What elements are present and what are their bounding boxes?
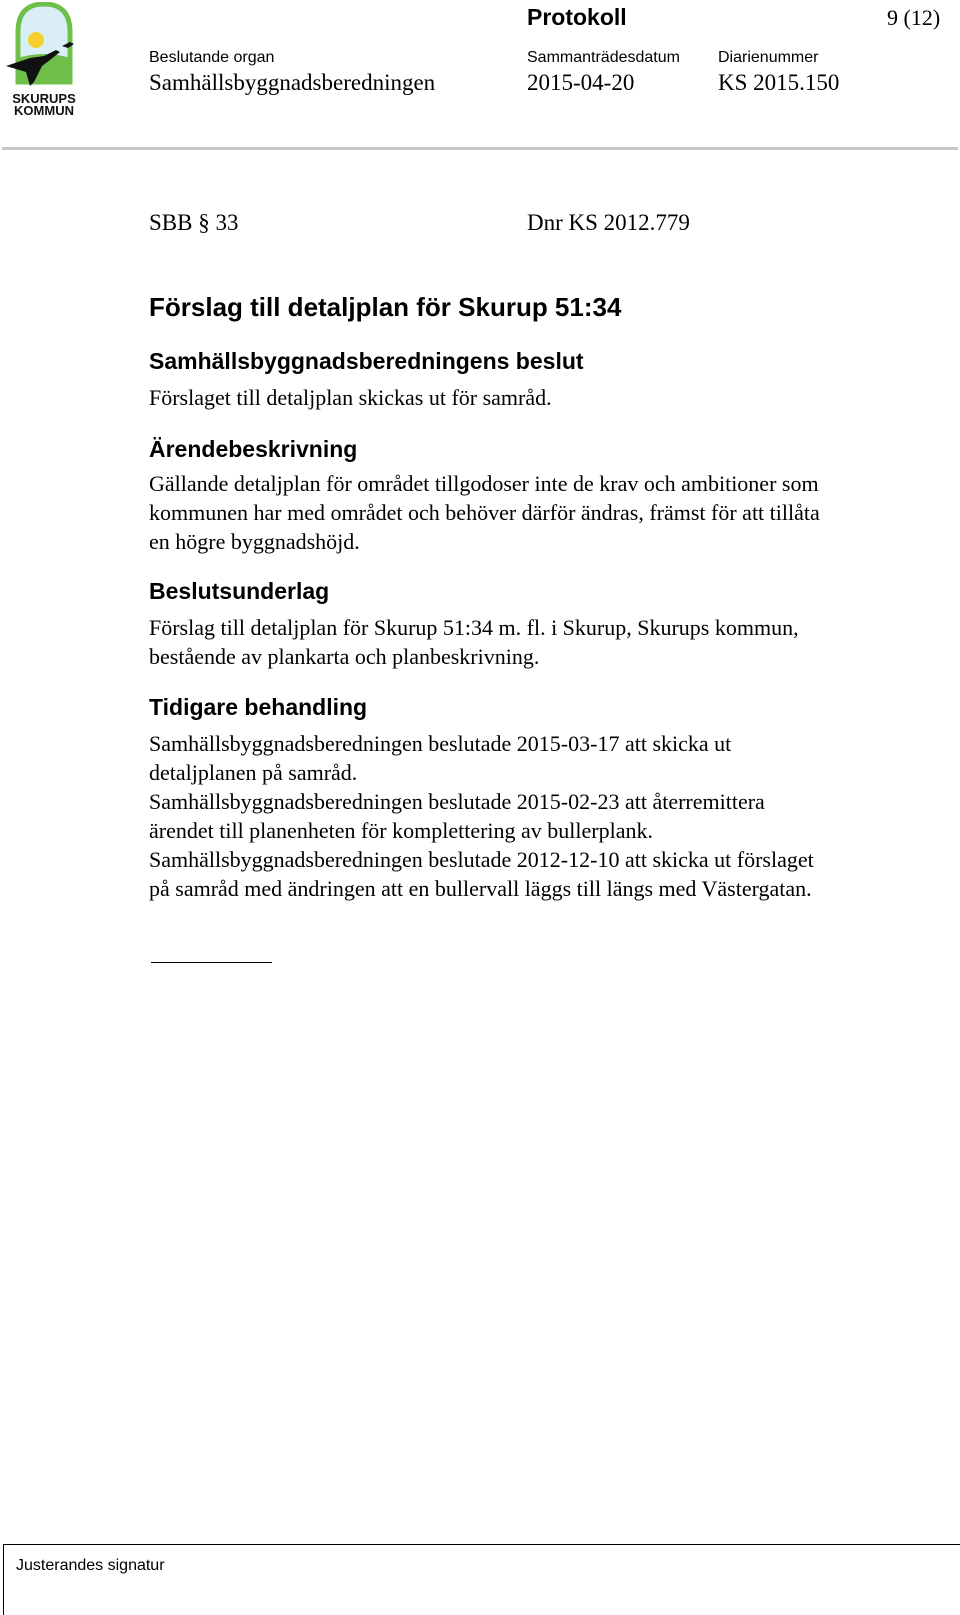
page-title: Förslag till detaljplan för Skurup 51:34 (149, 292, 622, 322)
signature-box (3, 1544, 960, 1615)
logo-text-skurups: SKURUPS (12, 91, 76, 106)
registry-number-label: Diarienummer (718, 49, 819, 66)
decision-body-label: Beslutande organ (149, 49, 275, 66)
meeting-date-label: Sammanträdesdatum (527, 49, 680, 66)
signature-label: Justerandes signatur (16, 1557, 165, 1574)
description-line: kommunen har med området och behöver därför ändras, främst för att tillåta (149, 500, 820, 525)
decision-text-line: Förslaget till detaljplan skickas ut för samråd. (149, 385, 552, 410)
description-line: Gällande detaljplan för området tillgodoser inte de krav och ambitioner som (149, 471, 819, 496)
history-line: detaljplanen på samråd. (149, 760, 358, 785)
history-heading: Tidigare behandling (149, 694, 368, 720)
description-heading: Ärendebeskrivning (149, 436, 358, 462)
basis-line: bestående av plankarta och planbeskrivning. (149, 644, 540, 669)
logo-text-kommun: KOMMUN (14, 103, 74, 118)
page-number: 9 (12) (887, 5, 941, 30)
end-of-item-rule (151, 962, 272, 963)
meeting-date: 2015-04-20 (527, 70, 635, 95)
decision-heading: Samhällsbyggnadsberedningens beslut (149, 348, 584, 374)
basis-text (149, 613, 929, 671)
case-id: SBB § 33 (149, 210, 239, 235)
registry-number: KS 2015.150 (718, 70, 840, 95)
decision-body: Samhällsbyggnadsberedningen (149, 70, 436, 95)
dnr: Dnr KS 2012.779 (527, 210, 690, 235)
description-text (149, 469, 929, 556)
history-line: på samråd med ändringen att en bullervall läggs till längs med Västergatan. (149, 876, 812, 901)
basis-heading: Beslutsunderlag (149, 578, 330, 604)
history-text (149, 729, 929, 903)
basis-line: Förslag till detaljplan för Skurup 51:34 m. fl. i Skurup, Skurups kommun, (149, 615, 799, 640)
history-line: Samhällsbyggnadsberedningen beslutade 2015-03-17 att skicka ut (149, 731, 732, 756)
document-type: Protokoll (527, 4, 627, 30)
decision-text (149, 383, 929, 412)
skurups-kommun-logo (4, 2, 84, 118)
history-line: Samhällsbyggnadsberedningen beslutade 2012-12-10 att skicka ut förslaget (149, 847, 814, 872)
history-line: Samhällsbyggnadsberedningen beslutade 2015-02-23 att återremittera (149, 789, 765, 814)
history-line: ärendet till planenheten för komplettering av bullerplank. (149, 818, 653, 843)
header-divider (2, 147, 958, 150)
description-line: en högre byggnadshöjd. (149, 529, 360, 554)
